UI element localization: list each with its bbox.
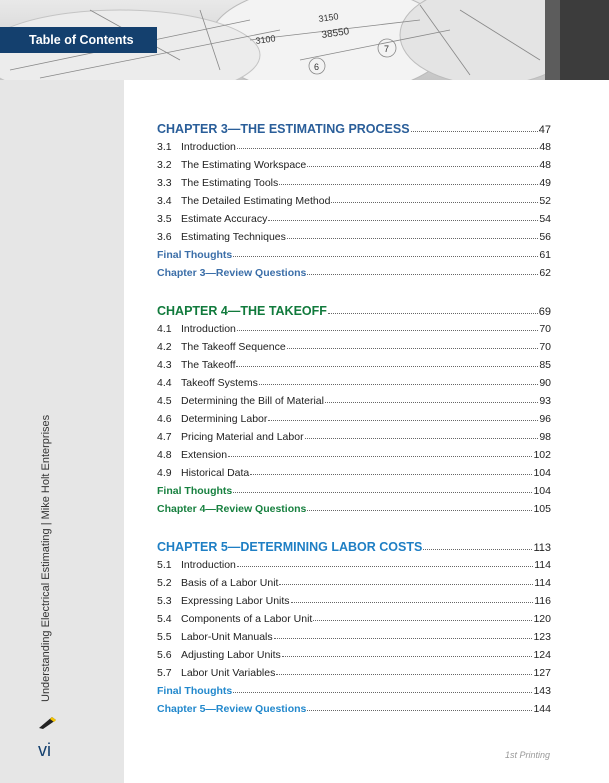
page-ref: 49	[539, 177, 551, 189]
chapter-title: CHAPTER 4—THE TAKEOFF	[157, 304, 327, 318]
dot-leader	[313, 620, 532, 621]
page-ref: 61	[539, 249, 551, 261]
toc-review-questions[interactable]	[157, 497, 551, 515]
sidebar	[0, 80, 124, 783]
section-title: The Takeoff Sequence	[181, 341, 286, 353]
blueprint-number-2: 3150	[317, 11, 340, 24]
page-ref: 114	[534, 559, 551, 571]
toc-chapter-4[interactable]	[157, 298, 551, 318]
page-ref: 96	[539, 413, 551, 425]
dot-leader	[307, 710, 532, 711]
section-title: Labor Unit Variables	[181, 667, 276, 679]
page-ref: 116	[534, 595, 551, 607]
dot-leader	[328, 313, 538, 314]
page-ref: 105	[533, 503, 551, 515]
extra-title: Final Thoughts	[157, 249, 233, 261]
toc-entry[interactable]	[157, 153, 551, 171]
section-number: 5.2	[157, 577, 172, 589]
section-title: Basis of a Labor Unit	[181, 577, 279, 589]
toc-review-questions[interactable]	[157, 697, 551, 715]
page-ref: 52	[539, 195, 551, 207]
toc-entry[interactable]	[157, 171, 551, 189]
section-number: 5.1	[157, 559, 172, 571]
extra-title: Final Thoughts	[157, 485, 233, 497]
page-ref: 120	[533, 613, 551, 625]
section-title: Adjusting Labor Units	[181, 649, 281, 661]
section-number: 5.3	[157, 595, 172, 607]
section-title: The Detailed Estimating Method	[181, 195, 331, 207]
extra-title: Chapter 3—Review Questions	[157, 267, 307, 279]
dot-leader	[279, 184, 538, 185]
toc-final-thoughts[interactable]	[157, 243, 551, 261]
toc-entry[interactable]	[157, 625, 551, 643]
dot-leader	[259, 384, 538, 385]
section-title: Labor-Unit Manuals	[181, 631, 273, 643]
section-title: The Takeoff	[181, 359, 236, 371]
dot-leader	[250, 474, 532, 475]
section-title: Introduction	[181, 141, 236, 153]
dot-leader	[237, 566, 533, 567]
dot-leader	[233, 692, 532, 693]
section-title: Pricing Material and Labor	[181, 431, 304, 443]
page-number: vi	[38, 740, 51, 760]
section-title: Extension	[181, 449, 228, 461]
page-ref: 85	[539, 359, 551, 371]
page-ref: 144	[533, 703, 551, 715]
toc-entry[interactable]	[157, 443, 551, 461]
section-number: 3.4	[157, 195, 172, 207]
dot-leader	[331, 202, 538, 203]
page-ref: 70	[539, 323, 551, 335]
dot-leader	[233, 256, 538, 257]
page-ref: 104	[533, 485, 551, 497]
section-number: 5.6	[157, 649, 172, 661]
dot-leader	[325, 402, 538, 403]
dot-leader	[411, 131, 538, 132]
toc-review-questions[interactable]	[157, 261, 551, 279]
page-ref: 48	[539, 141, 551, 153]
dot-leader	[276, 674, 532, 675]
dot-leader	[307, 274, 538, 275]
toc-entry[interactable]	[157, 371, 551, 389]
toc-entry[interactable]	[157, 607, 551, 625]
dot-leader	[307, 166, 538, 167]
section-title: The Estimating Workspace	[181, 159, 307, 171]
toc-entry[interactable]	[157, 207, 551, 225]
blueprint-number-4: 7	[384, 44, 390, 54]
dot-leader	[228, 456, 532, 457]
toc-entry[interactable]	[157, 353, 551, 371]
toc-entry[interactable]	[157, 425, 551, 443]
extra-title: Chapter 5—Review Questions	[157, 703, 307, 715]
dot-leader	[279, 584, 533, 585]
dot-leader	[287, 348, 539, 349]
toc-entry[interactable]	[157, 389, 551, 407]
section-number: 4.2	[157, 341, 172, 353]
section-title: Historical Data	[181, 467, 250, 479]
blueprint-number-3: 38550	[320, 26, 350, 41]
dot-leader	[282, 656, 533, 657]
page-ref: 93	[539, 395, 551, 407]
toc-entry[interactable]	[157, 661, 551, 679]
chapter-title: CHAPTER 5—DETERMINING LABOR COSTS	[157, 540, 423, 554]
toc-entry[interactable]	[157, 553, 551, 571]
section-number: 4.4	[157, 377, 172, 389]
page-ref: 98	[539, 431, 551, 443]
dot-leader	[305, 438, 539, 439]
page-ref: 90	[539, 377, 551, 389]
section-number: 3.5	[157, 213, 172, 225]
page-ref: 143	[533, 685, 551, 697]
toc-entry[interactable]	[157, 461, 551, 479]
section-title: Determining the Bill of Material	[181, 395, 324, 407]
section-title: The Estimating Tools	[181, 177, 279, 189]
dot-leader	[236, 366, 538, 367]
section-number: 3.2	[157, 159, 172, 171]
page-ref: 114	[534, 577, 551, 589]
section-title: Expressing Labor Units	[181, 595, 290, 607]
blueprint-number-5: 6	[314, 62, 320, 72]
page-ref: 56	[539, 231, 551, 243]
dot-leader	[287, 238, 538, 239]
toc-entry[interactable]	[157, 189, 551, 207]
pencil-logo-icon	[38, 714, 58, 730]
dot-leader	[423, 549, 532, 550]
toc-chapter-3[interactable]	[157, 116, 551, 136]
page-ref: 47	[538, 124, 551, 136]
dot-leader	[237, 330, 538, 331]
section-title: Components of a Labor Unit	[181, 613, 313, 625]
section-number: 4.1	[157, 323, 172, 335]
section-number: 4.7	[157, 431, 172, 443]
toc-entry[interactable]	[157, 589, 551, 607]
dot-leader	[268, 220, 538, 221]
section-title: Estimate Accuracy	[181, 213, 268, 225]
page-ref: 102	[533, 449, 551, 461]
dot-leader	[268, 420, 538, 421]
toc-final-thoughts[interactable]	[157, 679, 551, 697]
toc-entry[interactable]	[157, 335, 551, 353]
toc-entry[interactable]	[157, 317, 551, 335]
section-number: 5.5	[157, 631, 172, 643]
section-number: 4.5	[157, 395, 172, 407]
running-title: Understanding Electrical Estimating | Mike Holt Enterprises	[40, 414, 52, 702]
toc-entry[interactable]	[157, 135, 551, 153]
extra-title: Final Thoughts	[157, 685, 233, 697]
page-ref: 70	[539, 341, 551, 353]
section-number: 5.4	[157, 613, 172, 625]
section-number: 5.7	[157, 667, 172, 679]
section-title: Introduction	[181, 323, 236, 335]
toc-final-thoughts[interactable]	[157, 479, 551, 497]
dot-leader	[291, 602, 534, 603]
section-number: 3.1	[157, 141, 172, 153]
dot-leader	[233, 492, 532, 493]
page-ref: 104	[533, 467, 551, 479]
toc-chapter-5[interactable]	[157, 534, 551, 554]
section-number: 4.6	[157, 413, 172, 425]
toc-entry[interactable]	[157, 407, 551, 425]
page-ref: 62	[539, 267, 551, 279]
toc-entry[interactable]	[157, 571, 551, 589]
dot-leader	[274, 638, 533, 639]
header-blueprint-image	[0, 0, 609, 80]
page-ref: 54	[539, 213, 551, 225]
section-title: Estimating Techniques	[181, 231, 286, 243]
page-ref: 113	[533, 542, 551, 554]
page-ref: 48	[539, 159, 551, 171]
page-ref: 127	[533, 667, 551, 679]
toc-entry[interactable]	[157, 643, 551, 661]
page-ref: 123	[533, 631, 551, 643]
section-number: 4.8	[157, 449, 172, 461]
page-ref: 124	[533, 649, 551, 661]
section-number: 4.9	[157, 467, 172, 479]
dot-leader	[237, 148, 538, 149]
chapter-title: CHAPTER 3—THE ESTIMATING PROCESS	[157, 122, 410, 136]
section-number: 4.3	[157, 359, 172, 371]
extra-title: Chapter 4—Review Questions	[157, 503, 307, 515]
printing-note: 1st Printing	[505, 750, 551, 760]
toc-entry[interactable]	[157, 225, 551, 243]
toc-tab: Table of Contents	[0, 27, 157, 53]
section-title: Introduction	[181, 559, 236, 571]
section-number: 3.6	[157, 231, 172, 243]
page-ref: 69	[538, 306, 551, 318]
blueprint-number-1: 3100	[254, 33, 277, 46]
section-title: Determining Labor	[181, 413, 268, 425]
section-title: Takeoff Systems	[181, 377, 258, 389]
dot-leader	[307, 510, 532, 511]
section-number: 3.3	[157, 177, 172, 189]
